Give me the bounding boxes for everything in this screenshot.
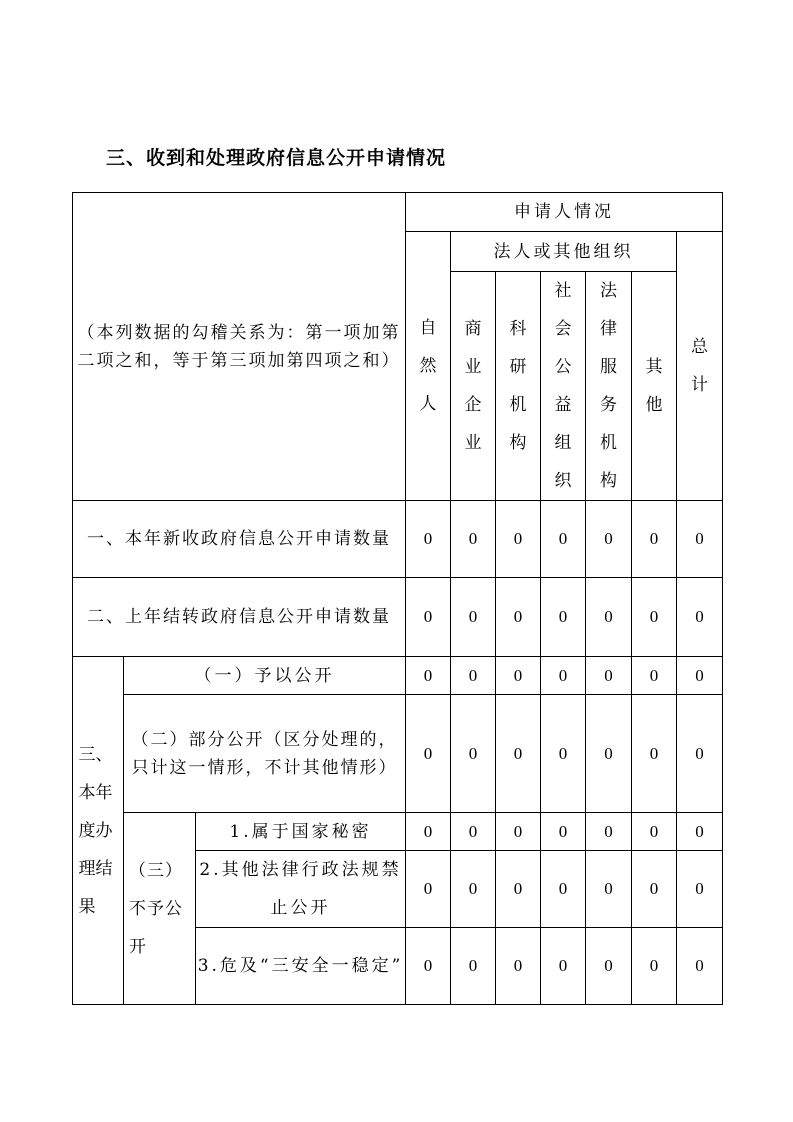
- col-header-social-welfare: 社会公益组织: [541, 272, 586, 501]
- cell-value: 0: [586, 928, 632, 1005]
- cell-value: 0: [451, 501, 496, 578]
- cell-value: 0: [586, 657, 632, 695]
- cell-value: 0: [586, 813, 632, 851]
- row-label-state-secret: 1.属于国家秘密: [196, 813, 406, 851]
- cell-value: 0: [632, 851, 677, 928]
- cell-value: 0: [586, 578, 632, 657]
- cell-value: 0: [586, 695, 632, 813]
- cell-value: 0: [677, 813, 723, 851]
- application-stats-table: [72, 192, 723, 1005]
- col-header-total: 总计: [677, 232, 723, 501]
- cell-value: 0: [541, 813, 586, 851]
- cell-value: 0: [677, 501, 723, 578]
- cell-value: 0: [496, 928, 541, 1005]
- cell-value: 0: [541, 928, 586, 1005]
- cell-value: 0: [496, 657, 541, 695]
- cell-value: 0: [677, 695, 723, 813]
- relation-note: （本列数据的勾稽关系为：第一项加第二项之和，等于第三项加第四项之和）: [73, 193, 406, 501]
- cell-value: 0: [541, 695, 586, 813]
- cell-value: 0: [406, 928, 451, 1005]
- section-title: 三、收到和处理政府信息公开申请情况: [106, 147, 447, 169]
- col-header-other: 其他: [632, 272, 677, 501]
- cell-value: 0: [406, 501, 451, 578]
- cell-value: 0: [541, 578, 586, 657]
- cell-value: 0: [406, 578, 451, 657]
- col-header-legal-service: 法律服务机构: [586, 272, 632, 501]
- cell-value: 0: [541, 657, 586, 695]
- cell-value: 0: [451, 851, 496, 928]
- col-header-natural-person: 自然人: [406, 232, 451, 501]
- cell-value: 0: [677, 657, 723, 695]
- group-label-processing-results: 三、本年度办理结果: [73, 657, 124, 1005]
- cell-value: 0: [632, 501, 677, 578]
- cell-value: 0: [632, 813, 677, 851]
- table-row: [73, 813, 723, 851]
- cell-value: 0: [496, 501, 541, 578]
- cell-value: 0: [406, 695, 451, 813]
- col-header-research: 科研机构: [496, 272, 541, 501]
- cell-value: 0: [632, 695, 677, 813]
- cell-value: 0: [677, 851, 723, 928]
- cell-value: 0: [451, 578, 496, 657]
- cell-value: 0: [406, 657, 451, 695]
- legal-entity-group-header: 法人或其他组织: [451, 232, 677, 272]
- sublabel-not-disclosed: （三）不予公开: [124, 813, 196, 1005]
- row-label-law-prohibited: 2.其他法律行政法规禁止公开: [196, 851, 406, 928]
- col-header-commercial: 商业企业: [451, 272, 496, 501]
- cell-value: 0: [677, 928, 723, 1005]
- table-row: [73, 578, 723, 657]
- cell-value: 0: [496, 695, 541, 813]
- row-label-endangers-security: 3.危及“三安全一稳定”: [196, 928, 406, 1005]
- row-label-carried-over: 二、上年结转政府信息公开申请数量: [73, 578, 406, 657]
- applicant-situation-header: 申请人情况: [406, 193, 723, 232]
- cell-value: 0: [406, 851, 451, 928]
- cell-value: 0: [496, 813, 541, 851]
- row-label-new-applications: 一、本年新收政府信息公开申请数量: [73, 501, 406, 578]
- cell-value: 0: [451, 695, 496, 813]
- cell-value: 0: [632, 578, 677, 657]
- cell-value: 0: [586, 851, 632, 928]
- cell-value: 0: [632, 657, 677, 695]
- cell-value: 0: [541, 501, 586, 578]
- table-row: [73, 695, 723, 813]
- row-label-partially-disclosed: （二）部分公开（区分处理的，只计这一情形，不计其他情形）: [124, 695, 406, 813]
- cell-value: 0: [406, 813, 451, 851]
- cell-value: 0: [586, 501, 632, 578]
- cell-value: 0: [451, 813, 496, 851]
- cell-value: 0: [541, 851, 586, 928]
- table-row: [73, 501, 723, 578]
- cell-value: 0: [677, 578, 723, 657]
- cell-value: 0: [451, 657, 496, 695]
- cell-value: 0: [496, 851, 541, 928]
- table-row: [73, 657, 723, 695]
- cell-value: 0: [496, 578, 541, 657]
- cell-value: 0: [451, 928, 496, 1005]
- row-label-disclosed: （一）予以公开: [124, 657, 406, 695]
- cell-value: 0: [632, 928, 677, 1005]
